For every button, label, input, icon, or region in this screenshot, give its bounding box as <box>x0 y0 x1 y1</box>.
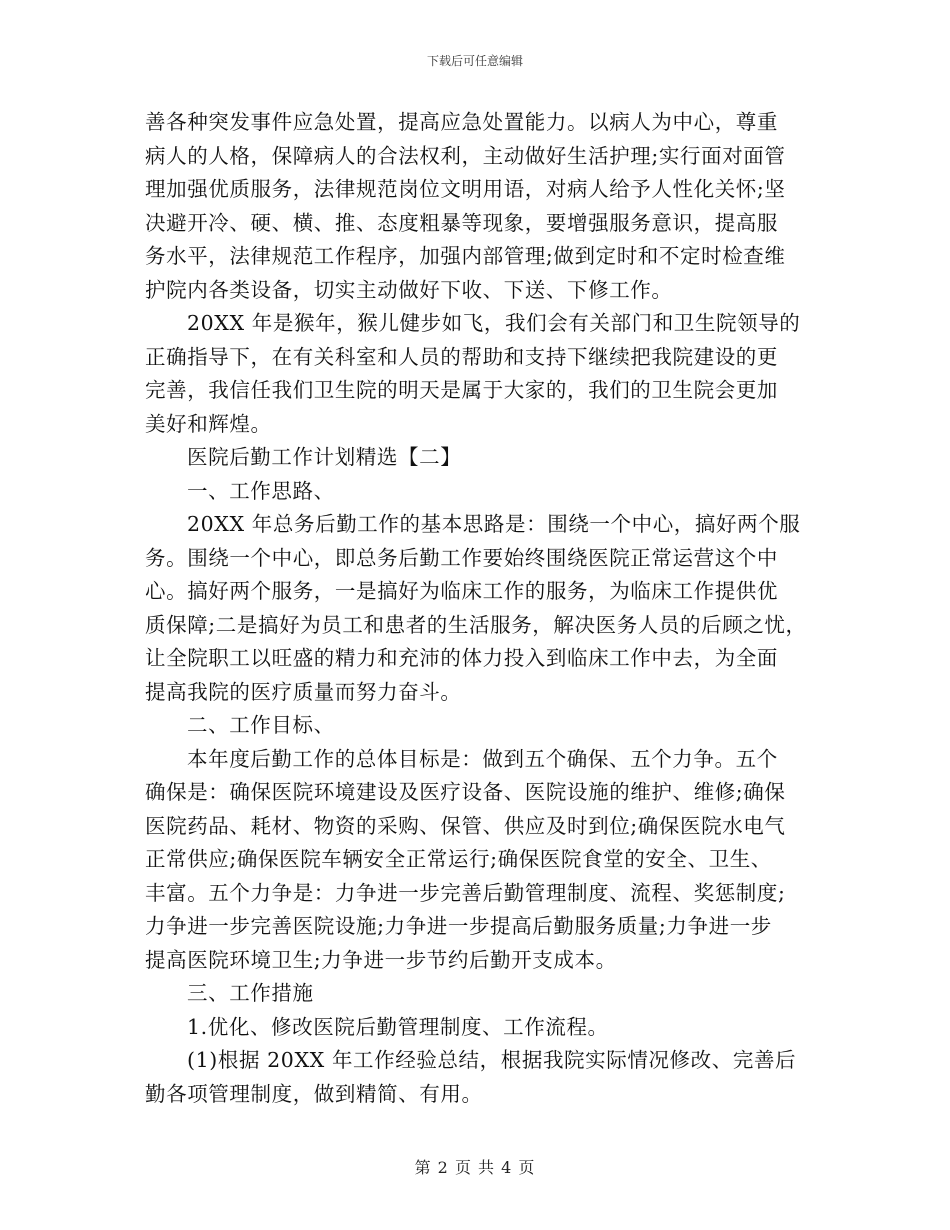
text-line: 勤各项管理制度，做到精简、有用。 <box>145 1081 483 1106</box>
text-line: 正确指导下，在有关科室和人员的帮助和支持下继续把我院建设的更 <box>145 344 778 369</box>
text-line: 善各种突发事件应急处置，提高应急处置能力。以病人为中心，尊重 <box>145 110 778 134</box>
text-line: 正常供应;确保医院车辆安全正常运行;确保医院食堂的安全、卫生、 <box>145 847 772 871</box>
page-header: 下载后可任意编辑 <box>426 54 523 68</box>
text-line: 医院药品、耗材、物资的采购、保管、供应及时到位;确保医院水电气 <box>145 813 786 838</box>
text-line: 20XX 年是猴年，猴儿健步如飞，我们会有关部门和卫生院领导的 <box>187 311 801 335</box>
text-line: 务。围绕一个中心，即总务后勤工作要始终围绕医院正常运营这个中 <box>145 545 778 570</box>
page-footer: 第 2 页 共 4 页 <box>414 1158 536 1177</box>
section-heading: 二、工作目标、 <box>187 713 335 737</box>
text-line: 力争进一步完善医院设施;力争进一步提高后勤服务质量;力争进一步 <box>145 914 772 938</box>
text-line: 理加强优质服务，法律规范岗位文明用语，对病人给予人性化关怀;坚 <box>145 177 786 201</box>
text-line: 美好和辉煌。 <box>145 411 272 436</box>
text-line: 护院内各类设备，切实主动做好下收、下送、下修工作。 <box>145 277 673 302</box>
section-title: 医院后勤工作计划精选【二】 <box>187 445 462 469</box>
list-item: (1)根据 20XX 年工作经验总结，根据我院实际情况修改、完善后 <box>187 1048 797 1072</box>
text-line: 让全院职工以旺盛的精力和充沛的体力投入到临床工作中去，为全面 <box>145 646 778 670</box>
text-line: 决避开冷、硬、横、推、态度粗暴等现象，要增强服务意识，提高服 <box>145 210 778 235</box>
text-line: 质保障;二是搞好为员工和患者的生活服务，解决医务人员的后顾之忧， <box>145 612 807 637</box>
text-line: 提高医院环境卫生;力争进一步节约后勤开支成本。 <box>145 947 617 972</box>
text-line: 丰富。五个力争是：力争进一步完善后勤管理制度、流程、奖惩制度; <box>145 880 786 905</box>
list-item: 1.优化、修改医院后勤管理制度、工作流程。 <box>187 1014 609 1039</box>
text-line: 本年度后勤工作的总体目标是：做到五个确保、五个力争。五个 <box>187 746 778 771</box>
text-line: 病人的人格，保障病人的合法权利，主动做好生活护理;实行面对面管 <box>145 143 786 168</box>
section-heading: 一、工作思路、 <box>187 478 335 503</box>
text-line: 务水平，法律规范工作程序，加强内部管理;做到定时和不定时检查维 <box>145 244 786 268</box>
text-line: 确保是：确保医院环境建设及医疗设备、医院设施的维护、维修;确保 <box>145 780 786 804</box>
text-line: 提高我院的医疗质量而努力奋斗。 <box>145 679 462 704</box>
text-line: 20XX 年总务后勤工作的基本思路是：围绕一个中心，搞好两个服 <box>187 512 801 536</box>
text-line: 心。搞好两个服务，一是搞好为临床工作的服务，为临床工作提供优 <box>145 579 778 603</box>
document-body <box>145 106 815 1111</box>
text-line: 完善，我信任我们卫生院的明天是属于大家的，我们的卫生院会更加 <box>145 378 778 402</box>
section-heading: 三、工作措施 <box>187 981 314 1005</box>
